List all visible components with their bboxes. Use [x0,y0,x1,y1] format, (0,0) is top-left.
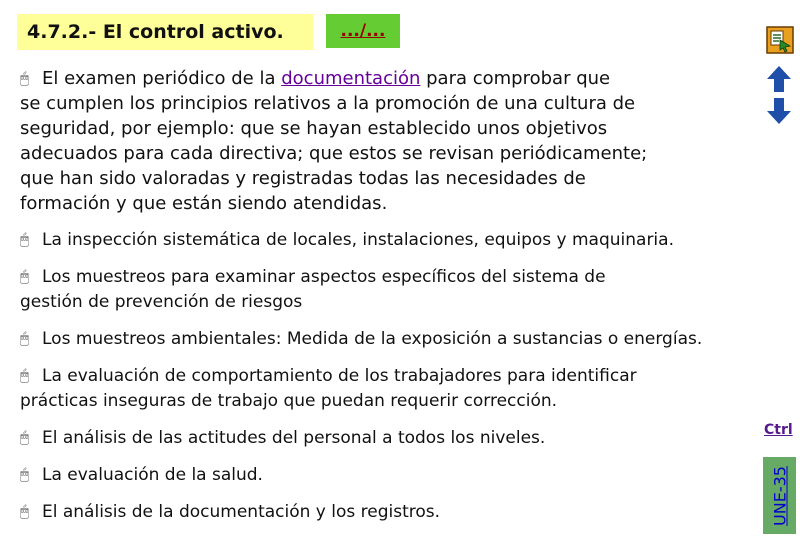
content-list [20,66,755,525]
list-item [20,66,755,216]
mouse-pointer-icon: 🖱 [20,502,30,520]
list-item [20,499,755,525]
item-text: La evaluación de comportamiento de los trabajadores para identificar prácticas inseguras de trabajo que puedan requerir corrección. [20,366,637,411]
ctrl-link[interactable]: Ctrl [764,422,793,438]
item-text: El análisis de las actitudes del personal a todos los niveles. [42,428,546,448]
une-35-tab[interactable] [763,457,796,534]
list-item [20,326,755,352]
documentation-link[interactable]: documentación [281,68,421,89]
list-item [20,264,755,315]
page-title-text: 4.7.2.- El control activo. [27,21,284,43]
list-item [20,227,755,253]
item-text: Los muestreos para examinar aspectos específicos del sistema de gestión de prevención de riesgos [20,267,606,312]
page-title [17,14,313,50]
arrow-down-icon[interactable] [765,96,793,126]
item-text: Los muestreos ambientales: Medida de la exposición a sustancias o energías. [42,329,703,349]
arrow-up-icon[interactable] [765,64,793,94]
list-item [20,363,755,414]
item-text: La evaluación de la salud. [42,465,263,485]
item-text: El análisis de la documentación y los registros. [42,502,441,522]
item-text: La inspección sistemática de locales, instalaciones, equipos y maquinaria. [42,230,674,250]
mouse-pointer-icon: 🖱 [20,329,30,347]
mouse-pointer-icon: 🖱 [20,465,30,483]
mouse-pointer-icon: 🖱 [20,366,30,384]
more-button[interactable]: .../... [326,14,400,48]
item-text: El examen periódico de la [42,68,282,89]
mouse-pointer-icon: 🖱 [20,428,30,446]
list-item [20,462,755,488]
item-text: para comprobar que se cumplen los principios relativos a la promoción de una cultura de seguridad, por ejemplo: que se hayan establecido unos objetivos adecuados para cada directiva; que estos se revisan periódicamente; que han sido valoradas y registradas todas las necesidades de formación y que están siendo atendidas. [20,68,648,214]
mouse-pointer-icon: 🖱 [20,267,30,285]
mouse-pointer-icon: 🖱 [20,230,30,248]
list-item [20,425,755,451]
index-icon[interactable] [766,26,794,54]
une-35-label: UNE-35 [770,465,789,526]
mouse-pointer-icon: 🖱 [20,69,30,87]
